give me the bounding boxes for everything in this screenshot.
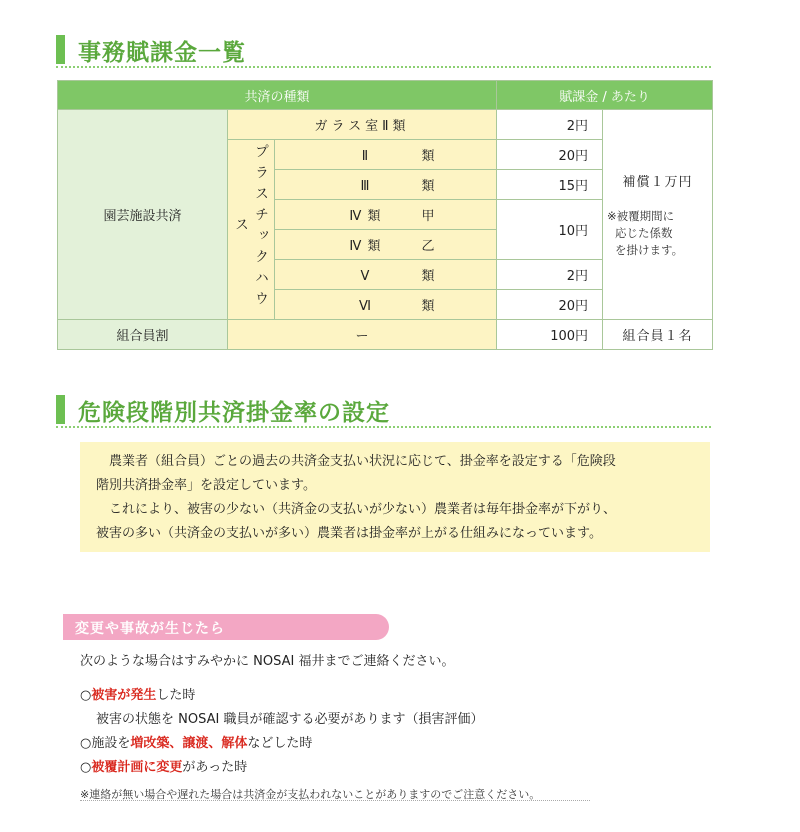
compensation-note-1: ※被覆期間に xyxy=(607,208,675,223)
condition-damage-detail: 被害の状態を NOSAI 職員が確認する必要があります（損害評価） xyxy=(96,712,484,727)
header-type: 共済の種類 xyxy=(58,81,497,110)
type-row-1: Ⅱ 類 xyxy=(275,140,497,170)
section1-heading xyxy=(56,32,711,68)
type-row-5: Ⅴ 類 xyxy=(275,260,497,290)
compensation-note-2: 応じた係数 xyxy=(615,225,673,240)
contact-intro: 次のような場合はすみやかに NOSAI 福井までご連絡ください。 xyxy=(80,654,455,669)
type-row-2: Ⅲ 類 xyxy=(275,170,497,200)
fee-row-2: 15円 xyxy=(497,170,603,200)
heading-bar xyxy=(56,395,65,424)
member-fee: 100円 xyxy=(497,320,603,350)
footnote-divider xyxy=(80,800,590,801)
member-label: 組合員割 xyxy=(58,320,228,350)
table-header-row xyxy=(58,81,713,110)
fee-table xyxy=(57,80,713,350)
fee-glass: 2円 xyxy=(497,110,603,140)
fee-row-3-4: 10円 xyxy=(497,200,603,260)
compensation-cell xyxy=(603,110,713,320)
header-fee: 賦課金 / あたり xyxy=(497,81,713,110)
condition-cover-plan: ○被覆計画に変更があった時 xyxy=(80,760,248,775)
member-per: 組合員１名 xyxy=(603,320,713,350)
section2-heading xyxy=(56,392,711,428)
footnote: ※連絡が無い場合や遅れた場合は共済金が支払われないことがありますのでご注意ください。 xyxy=(80,788,541,801)
section1-title: 事務賦課金一覧 xyxy=(78,40,246,66)
fee-row-5: 2円 xyxy=(497,260,603,290)
heading-underline xyxy=(56,66,711,68)
category-engei: 園芸施設共済 xyxy=(58,110,228,320)
table-row xyxy=(58,320,713,350)
info-line-1: 農業者（組合員）ごとの過去の共済金支払い状況に応じて、掛金率を設定する「危険段 xyxy=(96,454,616,469)
fee-row-6: 20円 xyxy=(497,290,603,320)
info-line-4: 被害の多い（共済金の支払いが多い）農業者は掛金率が上がる仕組みになっています。 xyxy=(96,526,602,541)
heading-bar xyxy=(56,35,65,64)
condition-facility: ○施設を増改築、譲渡、解体などした時 xyxy=(80,736,313,751)
type-row-3: Ⅳ 類 甲 xyxy=(275,200,497,230)
compensation-label: 補償１万円 xyxy=(622,174,693,190)
info-line-2: 階別共済掛金率」を設定しています。 xyxy=(96,478,316,493)
section3-label xyxy=(63,614,389,640)
compensation-note-3: を掛けます。 xyxy=(615,242,684,257)
plastic-house-text: プラスチックハウス xyxy=(233,143,269,312)
type-row-4: Ⅳ 類 乙 xyxy=(275,230,497,260)
section3-title: 変更や事故が生じたら xyxy=(75,621,225,637)
type-glass: ガラス室Ⅱ類 xyxy=(228,110,497,140)
risk-rate-info-box xyxy=(80,442,710,552)
table-row xyxy=(58,110,713,140)
heading-underline xyxy=(56,426,711,428)
member-type: ー xyxy=(228,320,497,350)
type-row-6: Ⅵ 類 xyxy=(275,290,497,320)
info-line-3: これにより、被害の少ない（共済金の支払いが少ない）農業者は毎年掛金率が下がり、 xyxy=(96,502,617,517)
plastic-house-label xyxy=(228,140,275,320)
section2-title: 危険段階別共済掛金率の設定 xyxy=(78,400,390,426)
condition-damage: ○被害が発生した時 xyxy=(80,688,196,703)
fee-row-1: 20円 xyxy=(497,140,603,170)
